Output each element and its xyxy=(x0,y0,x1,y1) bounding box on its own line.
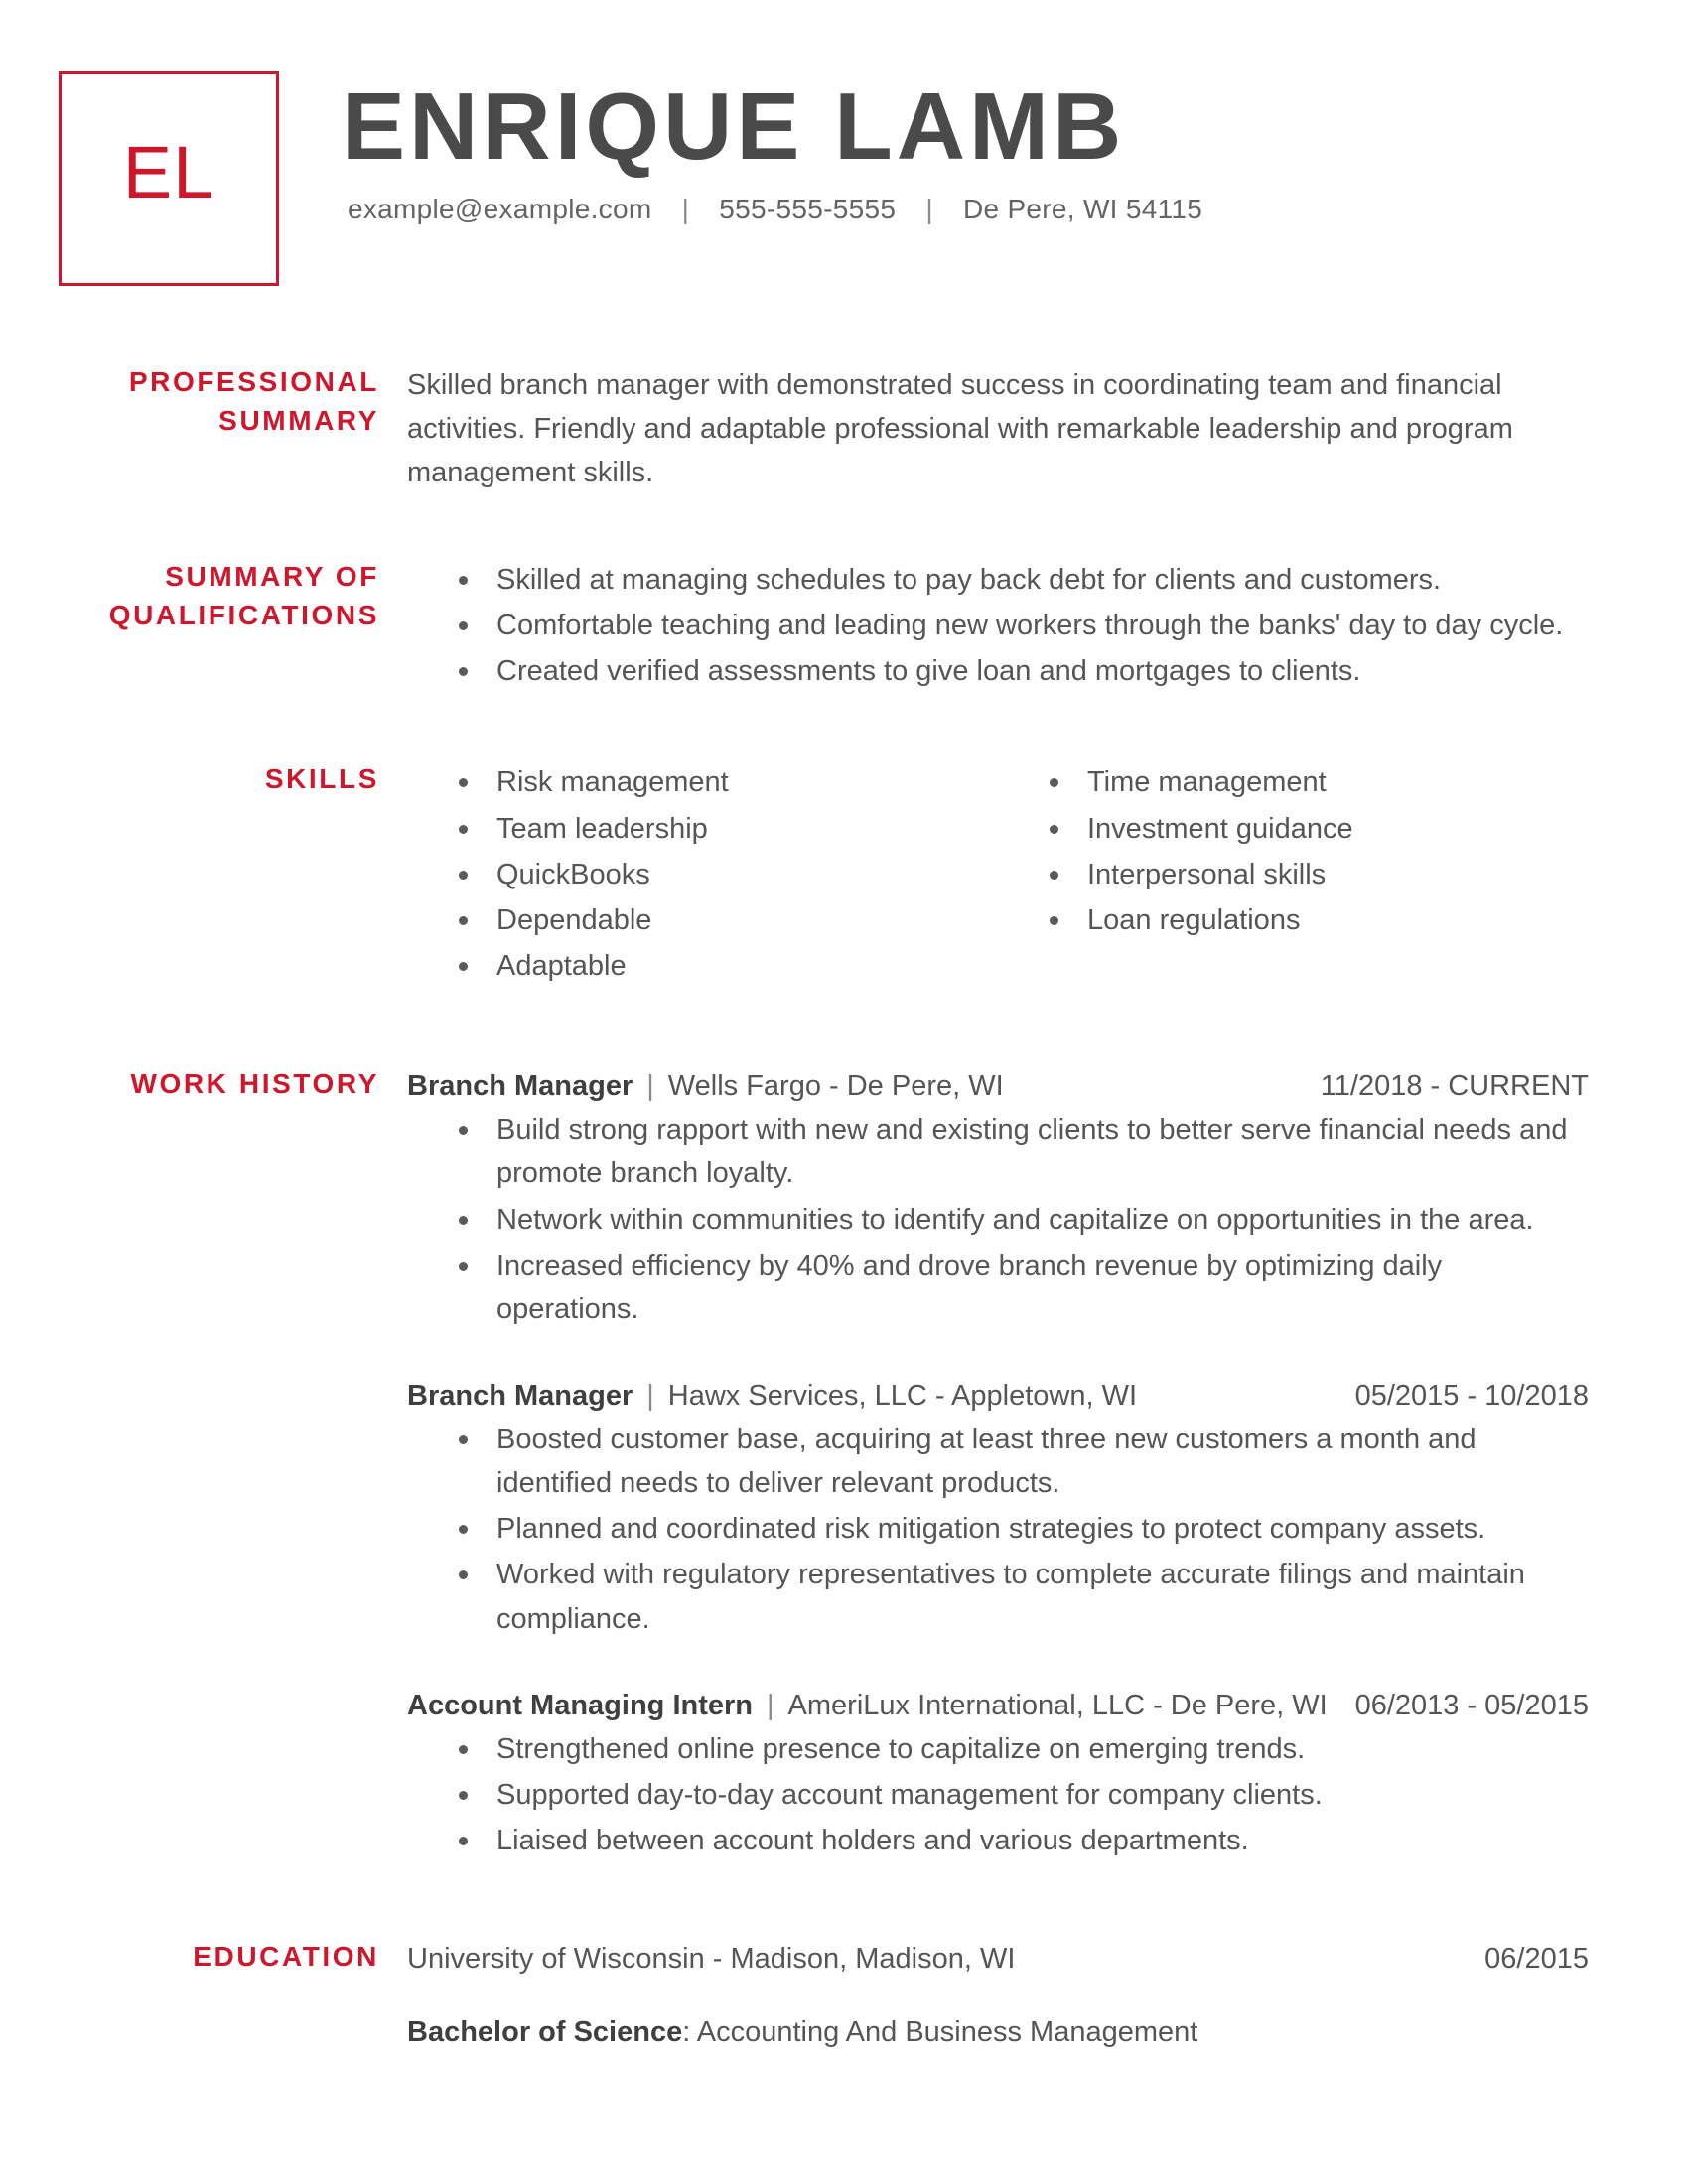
job-separator: | xyxy=(767,1689,774,1721)
contact-email: example@example.com xyxy=(348,193,652,224)
job-header xyxy=(407,1375,1589,1419)
section-work-history xyxy=(0,1065,1628,1867)
list-item: Supported day-to-day account management for company clients. xyxy=(407,1773,1589,1817)
section-label-col-skills xyxy=(0,760,407,799)
job-bullets xyxy=(407,1727,1589,1862)
section-body-professional-summary xyxy=(407,363,1628,494)
list-item: QuickBooks xyxy=(407,853,998,896)
education-school-line xyxy=(407,1938,1589,1981)
list-item: Dependable xyxy=(407,898,998,942)
monogram-container xyxy=(0,71,328,286)
skills-list-left xyxy=(407,760,998,987)
list-item: Adaptable xyxy=(407,944,998,988)
contact-line xyxy=(342,194,1628,225)
qualifications-list xyxy=(407,558,1589,693)
section-label-col-qualifications xyxy=(0,558,407,634)
education-degree: Bachelor of Science xyxy=(407,2015,683,2048)
job-company: Wells Fargo - De Pere, WI xyxy=(667,1069,1004,1102)
skills-grid xyxy=(407,760,1589,989)
list-item: Interpersonal skills xyxy=(998,853,1589,896)
section-heading-professional-summary: PROFESSIONAL SUMMARY xyxy=(128,366,379,436)
professional-summary-text: Skilled branch manager with demonstrated success in coordinating team and financial activities. Friendly and adaptable professional with remarkable leadership and program management skills. xyxy=(407,369,1513,489)
section-label-col-professional-summary xyxy=(0,363,407,440)
list-item: Skilled at managing schedules to pay back debt for clients and customers. xyxy=(407,558,1589,602)
contact-phone: 555-555-5555 xyxy=(719,193,897,224)
section-education xyxy=(0,1938,1628,2054)
job-separator: | xyxy=(646,1069,654,1102)
list-item: Time management xyxy=(998,760,1589,804)
section-label-col-education xyxy=(0,1938,407,1977)
section-heading-skills: SKILLS xyxy=(264,763,379,795)
list-item: Liaised between account holders and various departments. xyxy=(407,1819,1589,1862)
section-professional-summary xyxy=(0,363,1628,494)
section-body-work-history xyxy=(407,1065,1628,1867)
page-title: ENRIQUE LAMB xyxy=(342,73,1126,180)
contact-separator-1: | xyxy=(681,193,690,224)
job-title: Account Managing Intern xyxy=(407,1689,753,1721)
list-item: Worked with regulatory representatives to complete accurate filings and maintain compliance. xyxy=(407,1553,1589,1640)
job-separator: | xyxy=(646,1379,654,1412)
list-item: Strengthened online presence to capitalize on emerging trends. xyxy=(407,1727,1589,1771)
job-title: Branch Manager xyxy=(407,1069,633,1102)
list-item: Team leadership xyxy=(407,807,998,851)
list-item: Build strong rapport with new and existing clients to better serve financial needs and promote branch loyalty. xyxy=(407,1108,1589,1195)
section-heading-summary-of-qualifications: SUMMARY OF QUALIFICATIONS xyxy=(108,561,379,630)
work-history-entry xyxy=(407,1685,1589,1863)
list-item: Planned and coordinated risk mitigation strategies to protect company assets. xyxy=(407,1507,1589,1551)
education-degree-separator: : xyxy=(682,2015,697,2048)
skills-column-right xyxy=(998,760,1589,989)
section-heading-work-history: WORK HISTORY xyxy=(130,1067,379,1099)
resume-header xyxy=(0,0,1628,286)
job-dates: 06/2013 - 05/2015 xyxy=(1354,1689,1589,1721)
list-item: Increased efficiency by 40% and drove branch revenue by optimizing daily operations. xyxy=(407,1244,1589,1331)
job-bullets xyxy=(407,1418,1589,1640)
list-item: Loan regulations xyxy=(998,898,1589,942)
job-company: AmeriLux International, LLC - De Pere, WI xyxy=(787,1689,1328,1721)
education-date: 06/2015 xyxy=(1484,1943,1589,1976)
job-bullets xyxy=(407,1108,1589,1330)
work-history-entry xyxy=(407,1065,1589,1331)
job-header xyxy=(407,1065,1589,1109)
work-history-entry xyxy=(407,1375,1589,1641)
contact-location: De Pere, WI 54115 xyxy=(962,193,1203,224)
education-degree-line xyxy=(407,2011,1589,2055)
section-body-skills xyxy=(407,760,1628,989)
monogram-initials: EL xyxy=(122,131,215,213)
list-item: Created verified assessments to give loan and mortgages to clients. xyxy=(407,649,1589,693)
education-school: University of Wisconsin - Madison, Madison, WI xyxy=(407,1943,1016,1976)
contact-separator-2: | xyxy=(925,193,933,224)
education-field: Accounting And Business Management xyxy=(696,2015,1198,2048)
list-item: Investment guidance xyxy=(998,807,1589,851)
section-skills xyxy=(0,760,1628,989)
job-title: Branch Manager xyxy=(407,1379,633,1412)
section-summary-of-qualifications xyxy=(0,558,1628,695)
job-company: Hawx Services, LLC - Appletown, WI xyxy=(667,1379,1138,1412)
job-header xyxy=(407,1685,1589,1728)
header-text-block xyxy=(328,71,1628,225)
list-item: Comfortable teaching and leading new workers through the banks' day to day cycle. xyxy=(407,604,1589,647)
monogram-box xyxy=(59,71,279,286)
list-item: Network within communities to identify and capitalize on opportunities in the area. xyxy=(407,1198,1589,1242)
list-item: Risk management xyxy=(407,760,998,804)
section-body-qualifications xyxy=(407,558,1628,695)
section-body-education xyxy=(407,1938,1628,2054)
skills-column-left xyxy=(407,760,998,989)
job-dates: 11/2018 - CURRENT xyxy=(1320,1069,1589,1102)
section-heading-education: EDUCATION xyxy=(193,1941,379,1973)
list-item: Boosted customer base, acquiring at least three new customers a month and identified needs to deliver relevant products. xyxy=(407,1418,1589,1505)
section-label-col-work-history xyxy=(0,1065,407,1104)
job-dates: 05/2015 - 10/2018 xyxy=(1354,1379,1589,1412)
skills-list-right xyxy=(998,760,1589,941)
